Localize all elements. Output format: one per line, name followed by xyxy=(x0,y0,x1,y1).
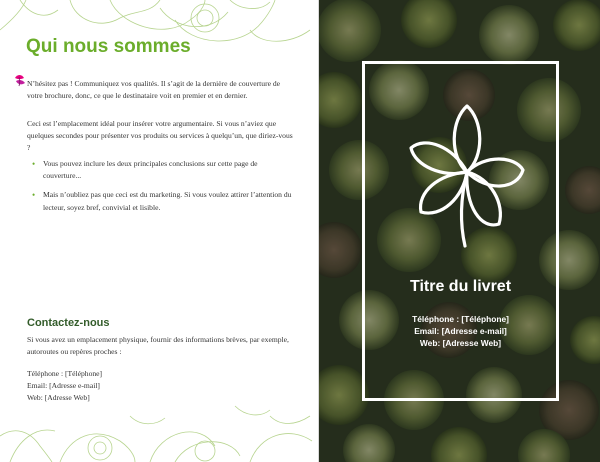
contact-heading: Contactez-nous xyxy=(27,317,110,329)
contact-details xyxy=(27,368,295,405)
contact-web: Web: [Adresse Web] xyxy=(27,393,90,403)
cover-web: Web: [Adresse Web] xyxy=(419,338,502,348)
list-item: • Mais n’oubliez pas que ceci est du marketing. Si vous voulez attirer l’attention du lecteur, soyez bref, convivial et lisible. xyxy=(27,189,295,213)
page-title: Qui nous sommes xyxy=(26,36,191,57)
contact-email: Email: [Adresse e-mail] xyxy=(27,381,100,391)
cover-phone: Téléphone : [Téléphone] xyxy=(412,314,509,324)
contact-phone: Téléphone : [Téléphone] xyxy=(27,369,103,378)
cover-email: Email: [Adresse e-mail] xyxy=(414,326,507,336)
intro-paragraph: N’hésitez pas ! Communiquez vos qualités. Il s’agit de la dernière de couverture de votre brochure, donc, ce que le destinataire voit en premier et en dernier. xyxy=(27,79,281,101)
flower-emblem-icon xyxy=(407,100,527,252)
contact-description: Si vous avez un emplacement physique, fournir des informations brèves, par exemple, autoroutes ou repères proches : xyxy=(27,335,289,357)
bottom-floral-line-art xyxy=(0,396,318,462)
list-item: • Vous pouvez inclure les deux principales conclusions sur cette page de couverture... xyxy=(27,158,295,182)
pink-flower-icon xyxy=(13,74,27,88)
key-points-list xyxy=(27,158,295,221)
cover-title: Titre du livret xyxy=(409,278,512,295)
pitch-paragraph: Ceci est l’emplacement idéal pour insérer votre argumentaire. Si vous n’aviez que quelques secondes pour présenter vos produits ou services à quelqu’un, que diriez-vous ? xyxy=(27,119,293,153)
front-cover-panel xyxy=(319,0,600,462)
